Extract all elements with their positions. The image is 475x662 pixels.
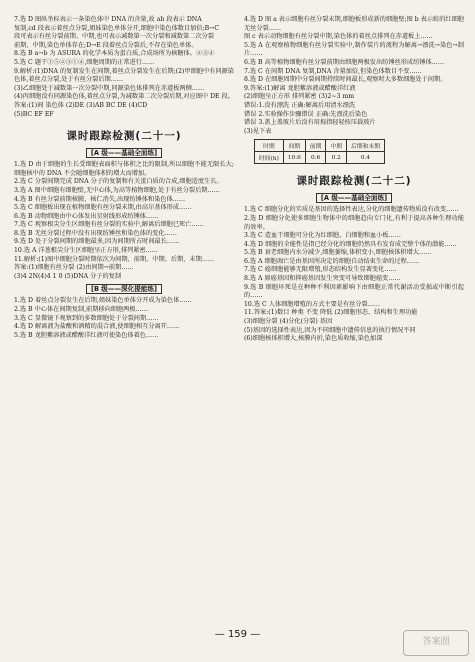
table-header-cell: 前期 (305, 140, 326, 152)
answer-paragraph: 9.解析:(1)DNA 的复制发生在间期,着丝点分裂发生在后期;(2)甲细胞中有同源染色体,着丝点分裂,处于有丝分裂后期…… (14, 67, 234, 84)
table-cell: 0.2 (326, 152, 347, 164)
answer-paragraph: 复制,cd 段表示着丝点分裂,姐妹染色单体分开,细胞中染色体数目加倍;B→C (14, 24, 220, 32)
answer-paragraph: 7.选 C 癌细胞能够无限增殖,形态结构发生显著变化…… (244, 266, 397, 274)
answer-paragraph: (2)细胞呈正方形 排列紧密 (3)2~3 mm (244, 93, 355, 101)
answer-paragraph: 4.选 B 有丝分裂前期核膜、核仁消失,出现纺锤体和染色体…… (14, 195, 186, 203)
right-column (244, 16, 464, 344)
table-cell: 时间(h) (255, 152, 284, 164)
answer-paragraph: 9.答案:(1)解离 龙胆紫溶液或醋酸洋红液 (244, 84, 356, 92)
answer-paragraph: (5)BC EF EF (14, 110, 54, 118)
answer-paragraph: 5.选 B 龙胆紫溶液或醋酸洋红液可使染色体着色…… (14, 331, 159, 339)
answer-paragraph: 7.选 D 图纵坐标表示一条染色体中 DNA 的含量,故 ab 段表示 DNA (14, 16, 202, 23)
table-cell: 10.6 (283, 152, 305, 164)
level-b-heading (14, 283, 234, 293)
section-title: 课时跟踪检测(二十一) (66, 130, 182, 143)
answer-paragraph: 段可表示有丝分裂前期、中期,也可表示减数第一次分裂和减数第二次分裂 (14, 33, 214, 41)
answer-paragraph: 3.选 C 显微镜下观察到的多数细胞处于分裂间期…… (14, 314, 159, 322)
answer-paragraph: 4.选 D 图 a 表示细胞有丝分裂末期,细胞板形成新的细胞壁;图 b 表示蛙的红细胞无丝分裂…… (244, 16, 464, 32)
answer-paragraph: (3)细胞分裂 (4)分化(分裂) 基因 (244, 318, 333, 326)
answer-paragraph: 答案:(1)间 染色体 (2)DE (3)AB BC DE (4)CD (14, 101, 148, 109)
answer-paragraph: 1.选 D 着丝点分裂发生在后期,姐妹染色单体分开成为染色体…… (14, 297, 192, 305)
table-row (255, 140, 385, 152)
answer-paragraph: (4)丙细胞没有同源染色体,着丝点分裂,为减数第二次分裂后期,对应图中 DE 段。 (14, 93, 234, 101)
answer-paragraph: 7.选 C 在间期 DNA 复制,DNA 含量加倍,但染色体数目不变…… (244, 67, 422, 75)
answer-paragraph: 10.选 C 人体细胞增殖的方式主要是有丝分裂…… (244, 300, 381, 308)
answer-paragraph: 8.选 D 在细胞周期中分裂间期持续时间最长,观察时大多数细胞处于间期。 (244, 76, 447, 84)
answer-paragraph: 6.选 B 动物细胞由中心体发出星射线形成纺锤体…… (14, 212, 159, 220)
answer-paragraph: 1.选 D 由于细胞的生长受细胞表面积与体积之比的限制,所以细胞不能无限长大;细胞核中的 DNA 不会随细胞体积的增大而增加。 (14, 161, 234, 177)
left-column (14, 16, 234, 344)
answer-paragraph: 错误 2.实验操作步骤错误 正确:先漂洗后染色 (244, 110, 368, 118)
answer-paragraph: 7.选 C 观察根尖分生区细胞有丝分裂的实验中,解离后细胞已死亡…… (14, 221, 204, 229)
level-b-heading-label: [B 级——深化提能练] (86, 284, 162, 294)
answer-paragraph: 2.选 C 分裂间期完成 DNA 分子的复制和有关蛋白质的合成,细胞适度生长。 (14, 178, 223, 186)
answer-paragraph: 2.选 D 细胞分化使多细胞生物体中的细胞趋向专门化,有利于提高各种生理功能的效率。 (244, 214, 464, 231)
answer-paragraph: 2.选 B 中心体在间期复制,前期移向细胞两极…… (14, 306, 148, 314)
table-row (255, 152, 385, 164)
answer-paragraph: 10.选 A 洋葱根尖分生区细胞呈正方形,排列紧密…… (14, 247, 158, 255)
answer-paragraph: 错误:1.没有漂洗 正确:解离后用清水漂洗 (244, 101, 356, 109)
watermark-logo: 答案圈 (403, 630, 469, 656)
table-cell: 0.6 (305, 152, 326, 164)
answer-paragraph: 3.选 C 造血干细胞可分化为红细胞、白细胞和血小板…… (244, 232, 401, 240)
answer-paragraph: 8.选 B 无丝分裂过程中没有出现纺锤丝和染色体的变化…… (14, 229, 177, 237)
answer-paragraph: 9.选 B 细胞坏死是在种种不利因素影响下由细胞正常代谢活动受损或中断引起的…… (244, 283, 464, 300)
answer-paragraph: (3)见下表 (244, 127, 272, 135)
answer-paragraph: (3)4 2N(4)4 1 0 (5)DNA 分子的复制 (14, 272, 122, 280)
answer-paragraph: (5)基因的选择性表达,因为不同细胞中遗传信息的执行情况不同 (244, 326, 416, 334)
answer-paragraph: 5.选 A 在观察植物细胞有丝分裂实验中,制作装片的流程为解离→漂洗→染色→制片…… (244, 41, 464, 58)
section-title: 课时跟踪检测(二十二) (296, 175, 412, 188)
answer-paragraph: (3)乙细胞处于减数第一次分裂中期,同源染色体排列在赤道板两侧…… (14, 84, 205, 92)
level-a-heading (244, 192, 464, 202)
table-header-cell: 中期 (326, 140, 347, 152)
level-a-heading-label: [A 级——基础全面练] (316, 193, 392, 203)
level-a-heading-label: [A 级——基础全面练] (86, 148, 162, 158)
table-header-cell: 后期和末期 (347, 140, 385, 152)
page-number: — 159 — (214, 629, 261, 640)
answer-paragraph: 图 c 表示动物细胞有丝分裂中期,染色体的着丝点排列在赤道板上…… (244, 33, 433, 41)
table-cell: 0.4 (347, 152, 385, 164)
answer-paragraph: 5.选 C 题干①⑤②③①④,细胞周期的正常进行…… (14, 58, 155, 66)
answer-paragraph: 9.选 D 处于分裂间期的细胞最多,因为间期所占时间最长…… (14, 238, 180, 246)
answer-paragraph: 答案:(1)细胞有丝分裂 (2)由间期→前期…… (14, 264, 134, 272)
answer-paragraph: (6)细胞核体积增大,核膜内折,染色质收缩,染色加深 (244, 335, 383, 343)
answer-paragraph: 1.选 C 细胞分化的实质是基因的选择性表达,分化的细胞遗传物质没有改变…… (244, 206, 459, 214)
answer-paragraph: 3.选 A 图中细胞有细胞壁,无中心体,为高等植物细胞,处于有丝分裂后期…… (14, 186, 220, 194)
table-header-cell: 间期 (283, 140, 305, 152)
answer-paragraph: 4.选 D 解离液为盐酸和酒精的混合液,使细胞相互分离开…… (14, 323, 180, 331)
answer-paragraph: 5.选 B 衰老细胞内水分减少,细胞萎缩,体积变小,细胞核体积增大…… (244, 249, 432, 257)
answer-paragraph: 6.选 B 高等植物细胞有丝分裂前期由细胞两极发出纺锤丝形成纺锤体…… (244, 58, 445, 66)
time-table (254, 139, 385, 164)
answer-paragraph: 错误 3.盖上盖玻片后没有用拇指轻轻按压载玻片 (244, 119, 376, 127)
answer-paragraph: 8.选 B a→b 为 ASURA 的化学本质为蛋白质,合成场所为核糖体。②③④ (14, 50, 215, 58)
level-a-heading (14, 147, 234, 157)
two-columns (14, 16, 465, 344)
answer-paragraph: 4.选 D 细胞的全能性是指已经分化的细胞仍然具有发育成完整个体的潜能…… (244, 240, 457, 248)
answer-paragraph: 5.选 C 细胞板出现在植物细胞有丝分裂末期,由高尔基体形成…… (14, 204, 192, 212)
table-header-cell: 时期 (255, 140, 284, 152)
answer-paragraph: 前期、中期,染色单体存在;D→E 段着丝点分裂后,不存在染色单体。 (14, 41, 198, 49)
answer-paragraph: 8.选 A 原癌基因和抑癌基因发生突变可导致细胞癌变…… (244, 275, 401, 283)
answer-paragraph: 11.答案:(1)数目 种类 不变 降低 (2)细胞形态、结构和生理功能 (244, 309, 418, 317)
answer-paragraph: 6.选 A 细胞凋亡是由基因所决定的细胞自动结束生命的过程…… (244, 257, 420, 265)
answer-paragraph: 11.解析:(1)图中细胞分裂时期依次为间期、前期、中期、后期、末期…… (14, 255, 215, 263)
